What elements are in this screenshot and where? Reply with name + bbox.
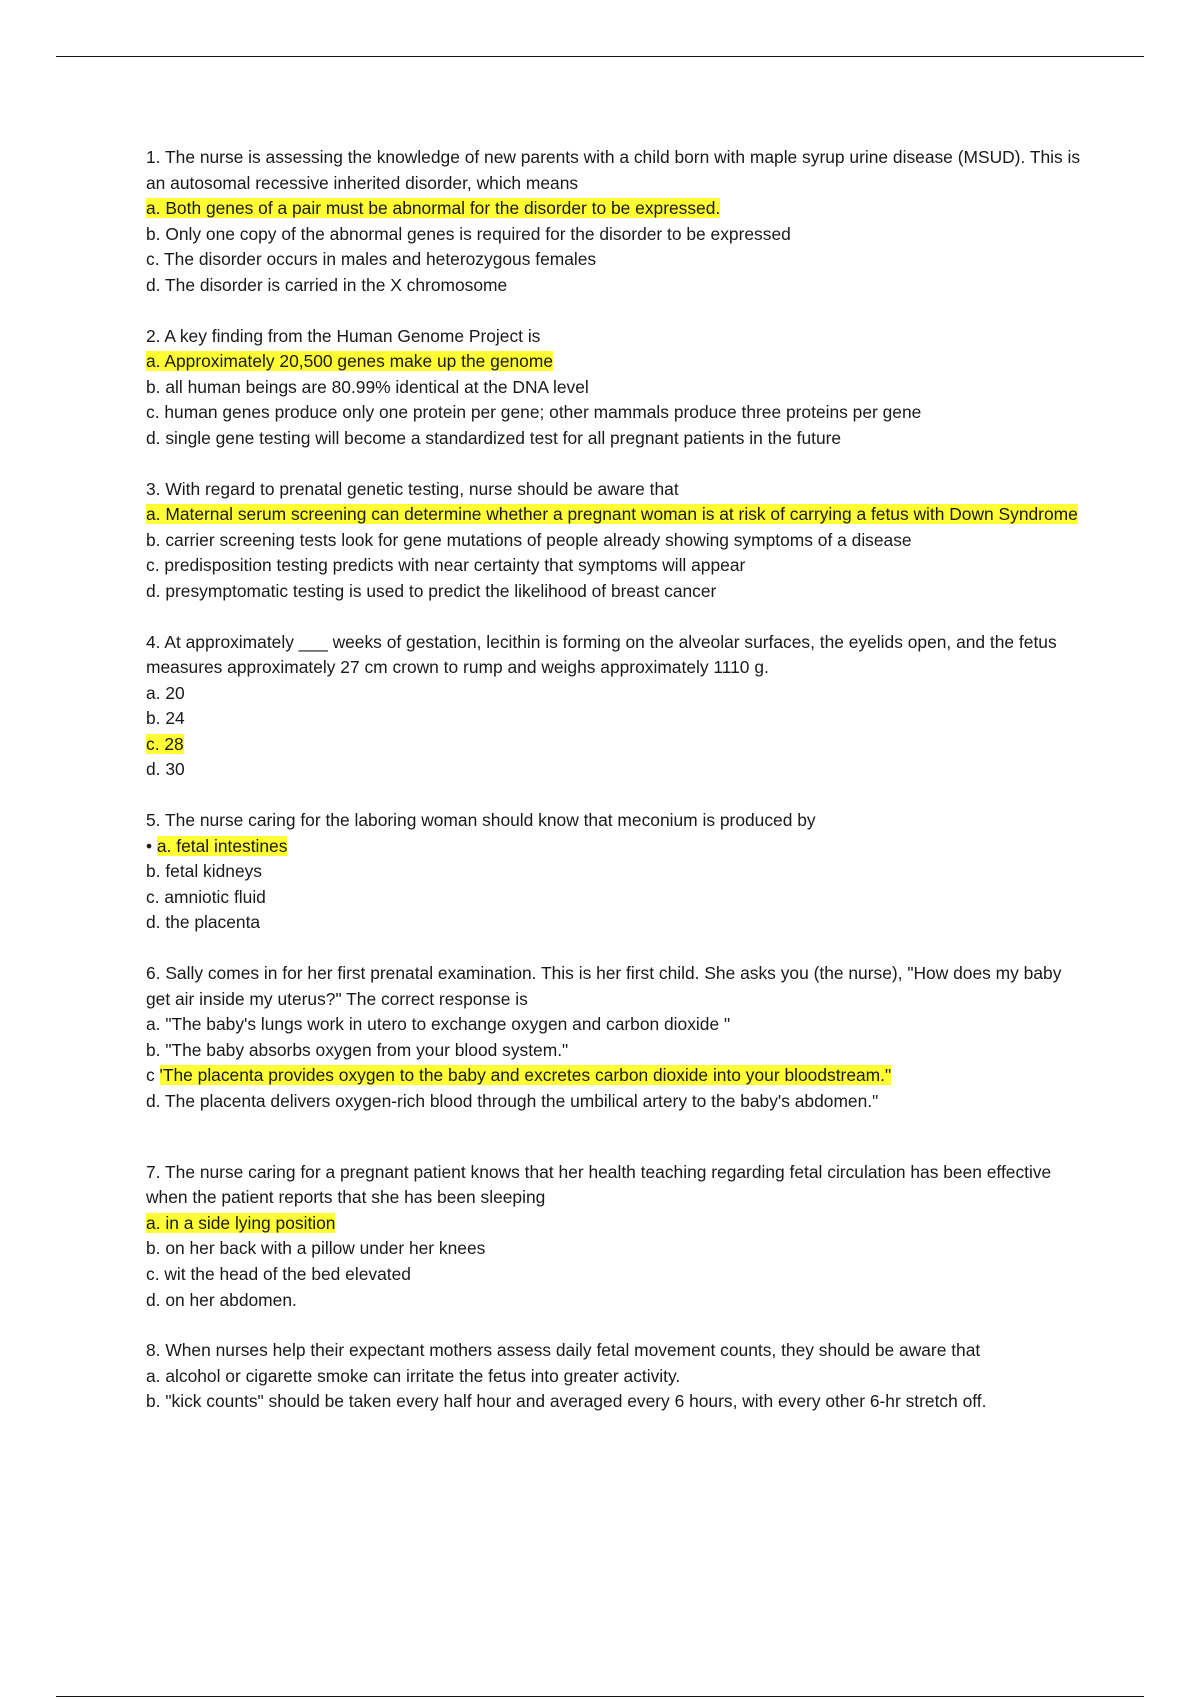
answer-option — [146, 1288, 1086, 1314]
question-stem: 1. The nurse is assessing the knowledge of new parents with a child born with maple syrup urine disease (MSUD). This is an autosomal recessive inherited disorder, which means — [146, 147, 1081, 193]
answer-option — [146, 910, 1086, 936]
answer-option — [146, 400, 1086, 426]
option-text: a. Both genes of a pair must be abnormal for the disorder to be expressed. — [146, 198, 721, 219]
question-stem: 8. When nurses help their expectant mothers assess daily fetal movement counts, they should be aware that — [146, 1340, 981, 1361]
option-text: c. wit the head of the bed elevated — [146, 1263, 411, 1284]
answer-option — [146, 247, 1086, 273]
option-text: b. all human beings are 80.99% identical at the DNA level — [146, 376, 589, 397]
answer-option — [146, 681, 1086, 707]
question-3 — [146, 477, 1086, 605]
answer-option — [146, 1364, 1086, 1390]
answer-option-highlighted — [146, 502, 1086, 528]
question-4 — [146, 630, 1086, 784]
option-text: c. 28 — [146, 733, 184, 754]
answer-option — [146, 579, 1086, 605]
option-text: d. on her abdomen. — [146, 1289, 297, 1310]
answer-option — [146, 426, 1086, 452]
answer-option — [146, 1089, 1086, 1115]
option-text: d. presymptomatic testing is used to predict the likelihood of breast cancer — [146, 580, 717, 601]
question-list — [146, 145, 1086, 1440]
question-7 — [146, 1160, 1086, 1314]
answer-option-highlighted — [146, 349, 1086, 375]
question-stem: 5. The nurse caring for the laboring woman should know that meconium is produced by — [146, 810, 816, 831]
answer-option — [146, 528, 1086, 554]
answer-option — [146, 706, 1086, 732]
option-text: c. The disorder occurs in males and heterozygous females — [146, 249, 597, 270]
option-text: 'The placenta provides oxygen to the baby and excretes carbon dioxide into your bloodstream." — [159, 1065, 892, 1086]
answer-option — [146, 222, 1086, 248]
top-rule — [56, 56, 1144, 57]
answer-option-highlighted — [146, 834, 1086, 860]
option-text: b. carrier screening tests look for gene mutations of people already showing symptoms of a disease — [146, 529, 912, 550]
answer-option — [146, 859, 1086, 885]
answer-option — [146, 1236, 1086, 1262]
option-text: d. single gene testing will become a standardized test for all pregnant patients in the future — [146, 427, 842, 448]
question-2 — [146, 324, 1086, 452]
option-text: a. "The baby's lungs work in utero to exchange oxygen and carbon dioxide " — [146, 1014, 731, 1035]
answer-option — [146, 273, 1086, 299]
option-text: b. fetal kidneys — [146, 861, 263, 882]
option-text: d. 30 — [146, 759, 185, 780]
option-text: d. The disorder is carried in the X chromosome — [146, 274, 508, 295]
option-text: a. fetal intestines — [156, 835, 288, 856]
answer-option — [146, 1389, 1086, 1415]
option-text: a. 20 — [146, 682, 185, 703]
option-text: b. "The baby absorbs oxygen from your blood system." — [146, 1039, 569, 1060]
answer-option-highlighted — [146, 196, 1086, 222]
answer-option — [146, 1262, 1086, 1288]
answer-option — [146, 553, 1086, 579]
answer-option — [146, 885, 1086, 911]
question-stem: 3. With regard to prenatal genetic testing, nurse should be aware that — [146, 478, 679, 499]
option-text: d. the placenta — [146, 912, 261, 933]
option-text: c. amniotic fluid — [146, 886, 266, 907]
option-text: a. Approximately 20,500 genes make up the genome — [146, 351, 554, 372]
option-text: a. Maternal serum screening can determine whether a pregnant woman is at risk of carrying a fetus with Down Syndrome — [146, 504, 1078, 525]
answer-option-highlighted — [146, 732, 1086, 758]
option-text: b. Only one copy of the abnormal genes is required for the disorder to be expressed — [146, 223, 791, 244]
option-text: b. on her back with a pillow under her knees — [146, 1238, 486, 1259]
answer-option — [146, 1012, 1086, 1038]
answer-option-highlighted — [146, 1063, 1086, 1089]
answer-option-highlighted — [146, 1211, 1086, 1237]
question-stem: 6. Sally comes in for her first prenatal examination. This is her first child. She asks you (the nurse), "How does my baby get air inside my uterus?" The correct response is — [146, 963, 1062, 1009]
question-stem: 4. At approximately ___ weeks of gestation, lecithin is forming on the alveolar surfaces, the eyelids open, and the fetus measures approximately 27 cm crown to rump and weighs approximately 1110 g. — [146, 631, 1057, 678]
answer-option — [146, 375, 1086, 401]
option-text: c. human genes produce only one protein per gene; other mammals produce three proteins per gene — [146, 402, 922, 423]
option-prefix: • — [146, 835, 157, 856]
bottom-rule — [56, 1696, 1144, 1697]
option-text: b. "kick counts" should be taken every half hour and averaged every 6 hours, with every other 6-hr stretch off. — [146, 1391, 987, 1412]
option-text: d. The placenta delivers oxygen-rich blood through the umbilical artery to the baby's abdomen." — [146, 1091, 879, 1111]
option-prefix: c — [146, 1065, 160, 1086]
answer-option — [146, 757, 1086, 783]
answer-option — [146, 1038, 1086, 1064]
question-8 — [146, 1338, 1086, 1415]
question-1 — [146, 145, 1086, 299]
question-stem: 7. The nurse caring for a pregnant patient knows that her health teaching regarding fetal circulation has been effective when the patient reports that she has been sleeping — [146, 1161, 1052, 1208]
question-5 — [146, 808, 1086, 936]
question-6 — [146, 961, 1086, 1115]
question-stem: 2. A key finding from the Human Genome Project is — [146, 325, 541, 346]
option-text: b. 24 — [146, 708, 185, 729]
option-text: c. predisposition testing predicts with near certainty that symptoms will appear — [146, 555, 746, 576]
option-text: a. in a side lying position — [146, 1212, 336, 1233]
option-text: a. alcohol or cigarette smoke can irritate the fetus into greater activity. — [146, 1365, 681, 1386]
